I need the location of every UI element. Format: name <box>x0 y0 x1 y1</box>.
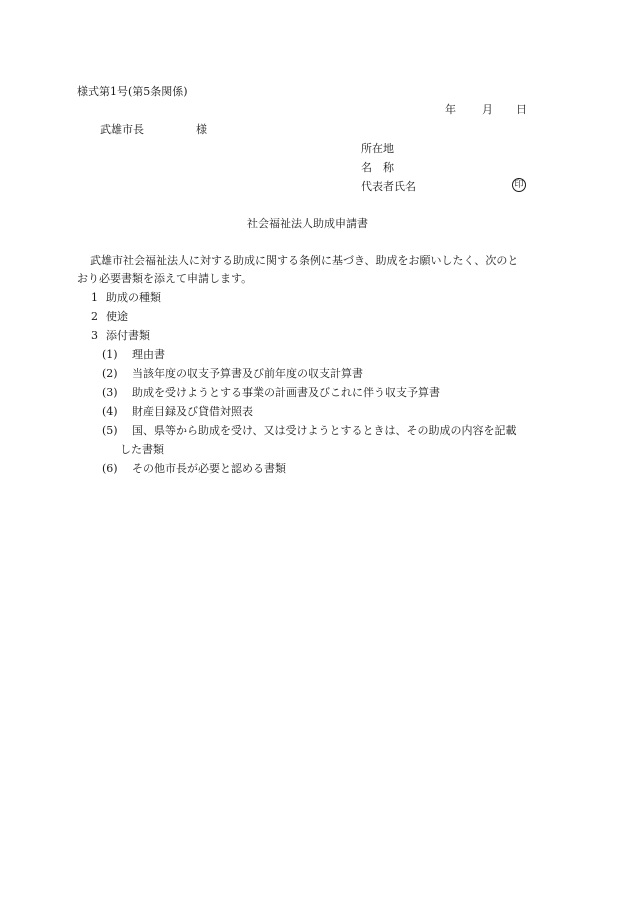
seal-mark-icon: 印 <box>512 178 526 192</box>
attachment-label-continuation: した書類 <box>120 443 164 456</box>
attachment-number: (3) <box>102 386 118 399</box>
applicant-name-label: 名 称 <box>361 161 394 174</box>
attachment-label: 助成を受けようとする事業の計画書及びこれに伴う収支予算書 <box>132 386 440 399</box>
attachment-number: (2) <box>102 367 118 380</box>
attachment-number: (5) <box>102 424 118 437</box>
item-number: 1 <box>91 291 98 304</box>
applicant-address-label: 所在地 <box>361 142 394 155</box>
attachment-label: 理由書 <box>132 348 165 361</box>
attachment-number: (6) <box>102 462 118 475</box>
item-label: 助成の種類 <box>106 291 161 304</box>
document-title: 社会福祉法人助成申請書 <box>247 217 368 230</box>
item-number: 2 <box>91 310 98 323</box>
attachment-label: その他市長が必要と認める書類 <box>132 462 286 475</box>
applicant-representative-label: 代表者氏名 <box>361 180 416 193</box>
item-label: 使途 <box>106 310 128 323</box>
form-number: 様式第1号(第5条関係) <box>77 85 188 98</box>
item-label: 添付書類 <box>106 329 150 342</box>
date-month-label: 月 <box>482 103 493 116</box>
attachment-number: (4) <box>102 405 118 418</box>
attachment-label: 国、県等から助成を受け、又は受けようとするときは、その助成の内容を記載 <box>132 424 517 437</box>
date-year-label: 年 <box>445 103 456 116</box>
attachment-label: 財産目録及び貸借対照表 <box>132 405 253 418</box>
attachment-label: 当該年度の収支予算書及び前年度の収支計算書 <box>132 367 363 380</box>
item-number: 3 <box>91 329 98 342</box>
addressee: 武雄市長 <box>100 123 144 136</box>
date-day-label: 日 <box>516 103 527 116</box>
body-text-line-2: おり必要書類を添えて申請します。 <box>77 272 253 285</box>
body-text-line-1: 武雄市社会福祉法人に対する助成に関する条例に基づき、助成をお願いしたく、次のと <box>90 254 519 267</box>
addressee-honorific: 様 <box>196 123 207 136</box>
attachment-number: (1) <box>102 348 118 361</box>
